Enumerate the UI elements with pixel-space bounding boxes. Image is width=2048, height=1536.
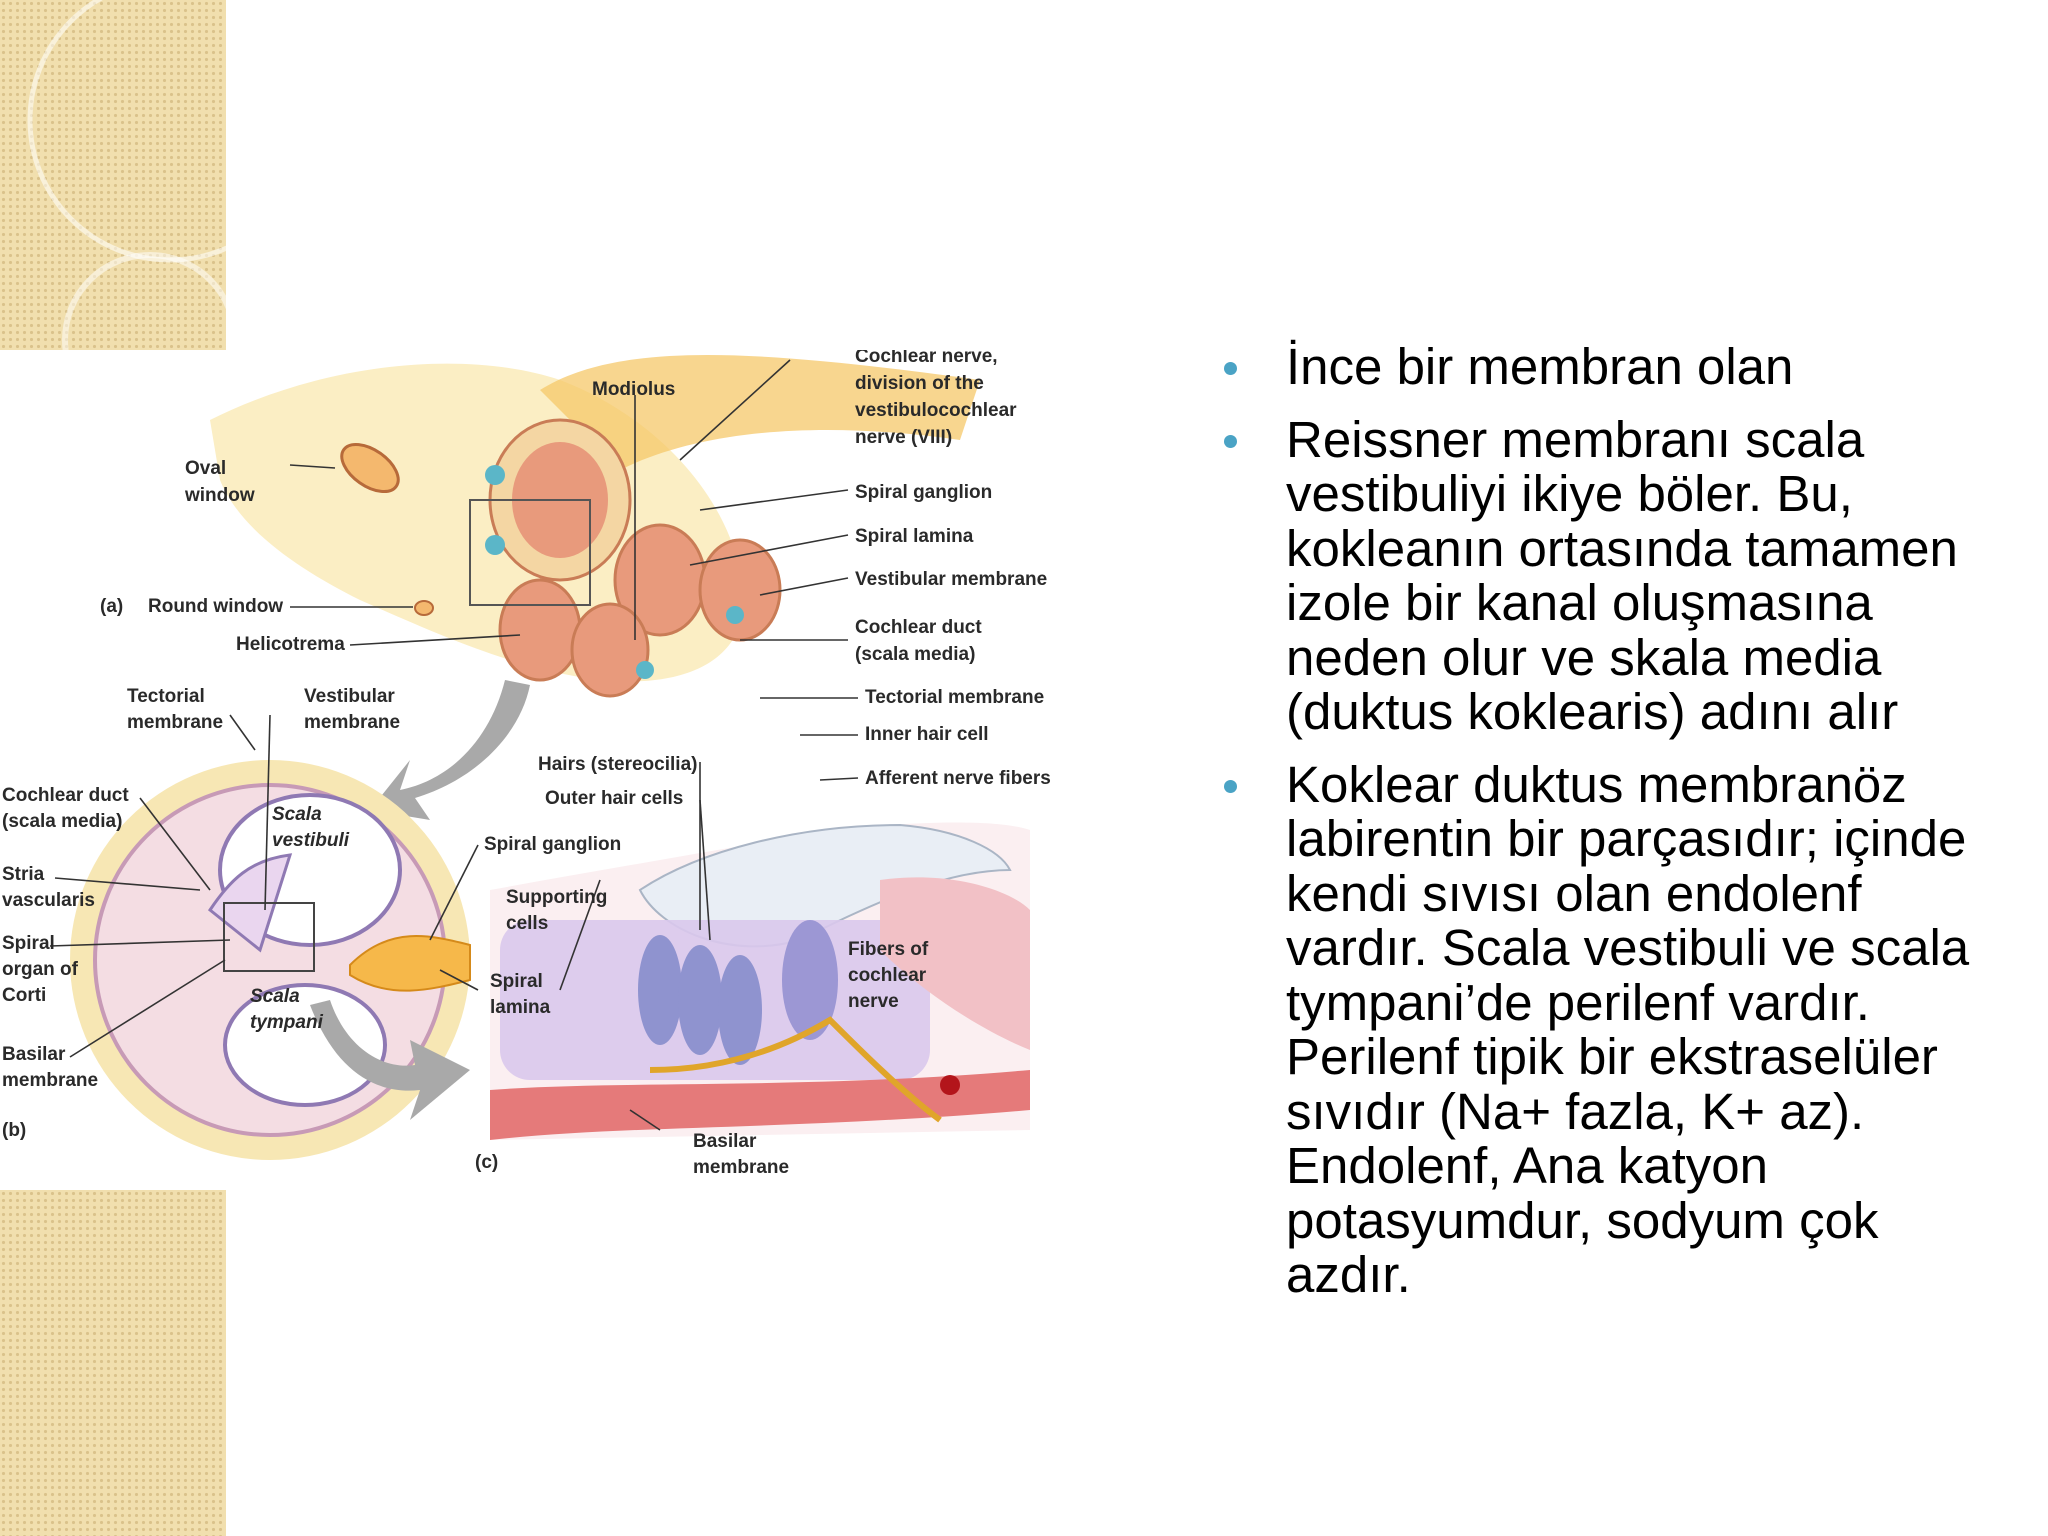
label-tectorial-b-1: Tectorial <box>127 686 205 707</box>
label-basilar-c-2: membrane <box>693 1157 790 1178</box>
label-stria-2: vascularis <box>2 890 95 911</box>
bullet-item <box>1210 410 2010 740</box>
label-oval-window-1: Oval <box>185 458 227 479</box>
label-stria-1: Stria <box>2 864 45 885</box>
bullet-item <box>1210 755 2010 1303</box>
label-round-window: Round window <box>148 596 284 617</box>
label-afferent-nerve-fibers: Afferent nerve fibers <box>865 768 1051 789</box>
panel-b-illustration <box>70 760 470 1160</box>
cochlea-diagram <box>0 350 1060 1190</box>
label-fibers-1: Fibers of <box>848 939 929 960</box>
label-inner-hair-cell: Inner hair cell <box>865 724 989 745</box>
label-cochlear-nerve-2: division of the <box>855 373 984 394</box>
panel-c-illustration <box>490 823 1030 1141</box>
label-spiral-ganglion-b: Spiral ganglion <box>484 834 622 855</box>
label-spiral-organ-3: Corti <box>2 985 47 1006</box>
label-fibers-3: nerve <box>848 991 899 1012</box>
decorative-arcs <box>0 0 226 360</box>
bullet-list <box>1210 340 2010 1303</box>
label-spiral-lamina-a: Spiral lamina <box>855 526 974 547</box>
label-supporting-1: Supporting <box>506 887 608 908</box>
label-hairs: Hairs (stereocilia) <box>538 754 698 775</box>
label-modiolus: Modiolus <box>592 379 676 400</box>
label-fibers-2: cochlear <box>848 965 927 986</box>
label-cochlear-duct-a-2: (scala media) <box>855 644 976 665</box>
label-cochlear-duct-a-1: Cochlear duct <box>855 617 982 638</box>
panel-a-label: (a) <box>100 596 124 617</box>
bullet-text: Koklear duktus membranöz labirentin bir parçasıdır; içinde kendi sıvısı olan endolenf vardır. Scala vestibuli ve scala tympani’de perilenf vardır. Perilenf tipik bir ekstraselüler sıvıdır (Na+ fazla, K+ az). Endolenf, Ana katyon potasyumdur, sodyum çok azdır. <box>1286 755 1970 1303</box>
label-basilar-b-1: Basilar <box>2 1044 66 1065</box>
label-tectorial-b-2: membrane <box>127 712 224 733</box>
label-vestibular-membrane-a: Vestibular membrane <box>855 569 1048 590</box>
bullet-text: İnce bir membran olan <box>1286 338 1794 395</box>
label-supporting-2: cells <box>506 913 549 934</box>
cochlea-figure <box>0 350 1060 1190</box>
label-spiral-ganglion-a: Spiral ganglion <box>855 482 993 503</box>
label-cochlear-nerve-4: nerve (VIII) <box>855 427 953 448</box>
bullet-text: Reissner membranı scala vestibuliyi ikiye böler. Bu, kokleanın ortasında tamamen izole bir kanal oluşmasına neden olur ve skala media (duktus koklearis) adını alır <box>1286 410 1958 740</box>
bullet-dot-icon <box>1224 435 1237 448</box>
slide-content <box>1210 340 2010 1321</box>
label-cochlear-nerve-1: Cochlear nerve, <box>855 350 998 367</box>
panel-c-label: (c) <box>475 1152 499 1173</box>
label-spiral-lamina-b-2: lamina <box>490 997 551 1018</box>
bullet-dot-icon <box>1224 780 1237 793</box>
label-spiral-organ-1: Spiral <box>2 933 55 954</box>
label-cochlear-duct-b-1: Cochlear duct <box>2 785 129 806</box>
label-tectorial-membrane-c: Tectorial membrane <box>865 687 1045 708</box>
bullet-dot-icon <box>1224 362 1237 375</box>
label-scala-tympani-1: Scala <box>250 986 300 1007</box>
label-outer-hair-cells: Outer hair cells <box>545 788 684 809</box>
label-cochlear-nerve-3: vestibulocochlear <box>855 400 1017 421</box>
label-cochlear-duct-b-2: (scala media) <box>2 811 123 832</box>
label-oval-window-2: window <box>185 485 255 506</box>
panel-b-label: (b) <box>2 1120 27 1141</box>
label-vestibular-b-2: membrane <box>304 712 401 733</box>
label-scala-vestibuli-2: vestibuli <box>272 830 350 851</box>
label-scala-vestibuli-1: Scala <box>272 804 322 825</box>
label-spiral-organ-2: organ of <box>2 959 78 980</box>
label-helicotrema: Helicotrema <box>236 634 345 655</box>
bullet-item <box>1210 340 2010 395</box>
label-vestibular-b-1: Vestibular <box>304 686 395 707</box>
label-basilar-b-2: membrane <box>2 1070 99 1091</box>
label-spiral-lamina-b-1: Spiral <box>490 971 543 992</box>
label-scala-tympani-2: tympani <box>250 1012 323 1033</box>
label-basilar-c-1: Basilar <box>693 1131 757 1152</box>
